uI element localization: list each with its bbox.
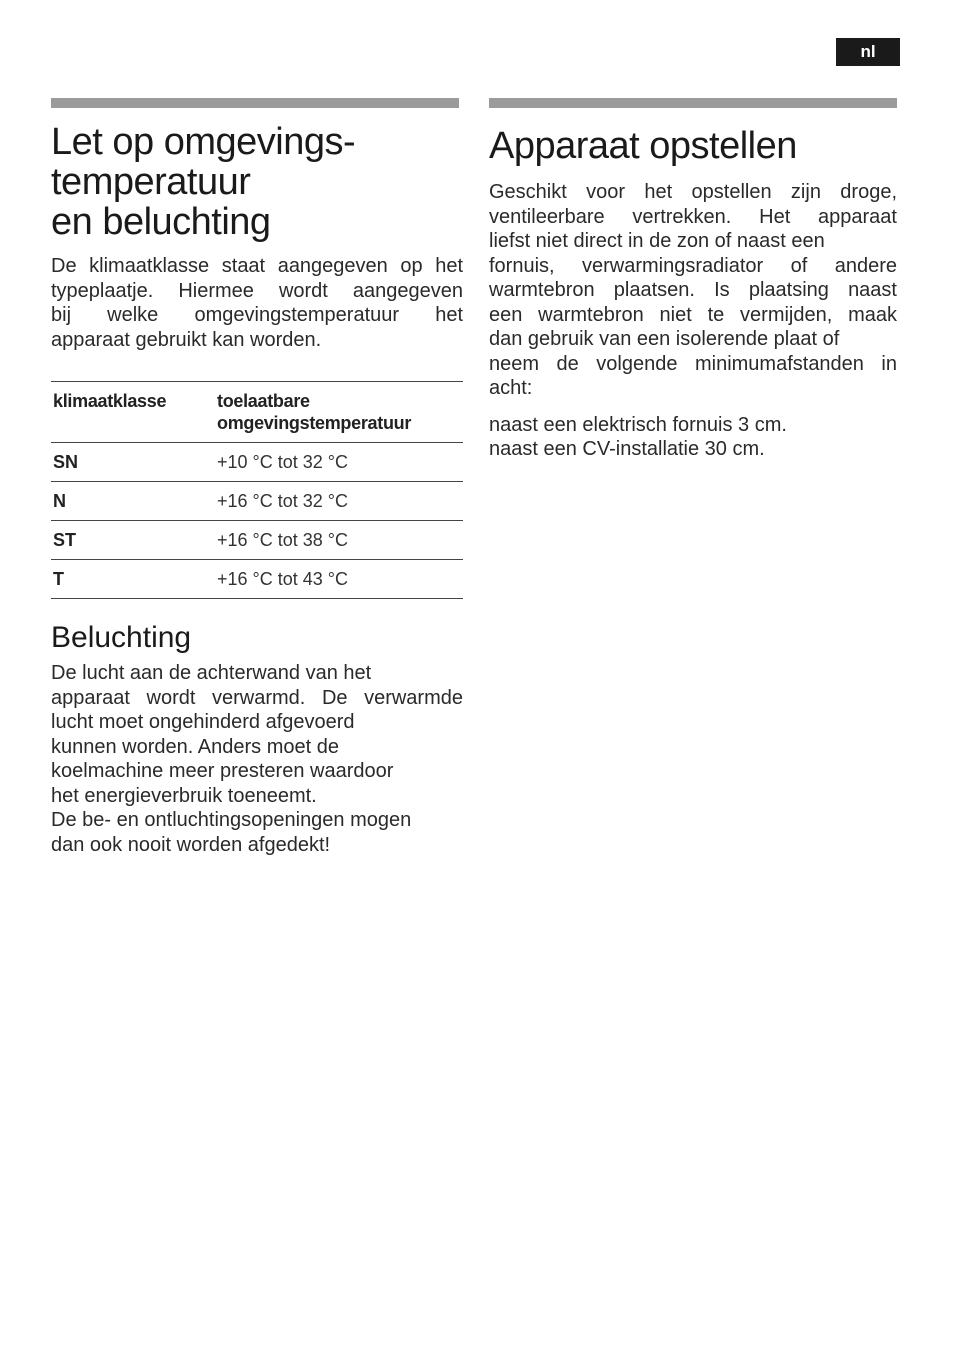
text-line: warmtebron plaatsen. Is plaatsing naast [489, 279, 897, 301]
climate-class-cell: SN [51, 443, 203, 482]
table-row [51, 482, 463, 521]
text-line: liefst niet direct in de zon of naast een [489, 230, 825, 252]
climate-class-table [51, 381, 463, 599]
temperature-range-cell: +16 °C tot 38 °C [203, 521, 463, 560]
text-line: een warmtebron niet te vermijden, maak [489, 303, 897, 326]
text-line: het energieverbruik toeneemt. [51, 784, 317, 807]
distance-list [489, 413, 897, 462]
column-header-ambient-temperature [203, 382, 463, 443]
text-line: bij welke omgevingstemperatuur het [51, 304, 463, 326]
climate-class-cell: N [51, 482, 203, 521]
subsection-title-ventilation: Beluchting [51, 621, 192, 654]
text-line: naast een elektrisch fornuis 3 cm. [489, 413, 787, 436]
right-column [489, 98, 897, 462]
installation-paragraph [489, 180, 897, 401]
text-line: acht: [489, 377, 533, 399]
text-line: typeplaatje. Hiermee wordt aangegeven [51, 279, 463, 302]
section-rule [51, 98, 459, 108]
text-line: naast een CV-installatie 30 cm. [489, 438, 765, 460]
text-line: apparaat gebruikt kan worden. [51, 328, 322, 351]
text-line: Geschikt voor het opstellen zijn droge, [489, 181, 897, 203]
text-line: neem de volgende minimumafstanden in [489, 352, 897, 375]
section-title-installation: Apparaat opstellen [489, 125, 797, 167]
temperature-range-cell: +16 °C tot 43 °C [203, 560, 463, 599]
left-column [51, 98, 463, 857]
table-row [51, 521, 463, 560]
table-row [51, 443, 463, 482]
title-line: temperatuur [51, 161, 251, 203]
title-line: Let op omgevings- [51, 121, 356, 163]
text-line: fornuis, verwarmingsradiator of andere [489, 254, 897, 277]
temperature-range-cell: +16 °C tot 32 °C [203, 482, 463, 521]
temperature-range-cell: +10 °C tot 32 °C [203, 443, 463, 482]
column-header-climate-class: klimaatklasse [53, 391, 167, 411]
text-line: De be- en ontluchtingsopeningen mogen [51, 809, 412, 831]
table-row [51, 560, 463, 599]
text-line: ventileerbare vertrekken. Het apparaat [489, 205, 897, 228]
text-line: koelmachine meer presteren waardoor [51, 760, 394, 782]
header-line: toelaatbare [217, 391, 310, 411]
text-line: dan gebruik van een isolerende plaat of [489, 328, 840, 350]
text-line: apparaat wordt verwarmd. De verwarmde [51, 686, 463, 709]
table-header-row [51, 382, 463, 443]
text-line: lucht moet ongehinderd afgevoerd [51, 711, 355, 733]
text-line: dan ook nooit worden afgedekt! [51, 833, 331, 856]
text-line: kunnen worden. Anders moet de [51, 735, 339, 758]
intro-paragraph [51, 254, 463, 352]
text-line: De klimaatklasse staat aangegeven op het [51, 255, 463, 277]
climate-class-cell: ST [51, 521, 203, 560]
header-line: omgevingstemperatuur [217, 413, 412, 433]
climate-class-cell: T [51, 560, 203, 599]
ventilation-paragraph [51, 661, 463, 857]
text-line: De lucht aan de achterwand van het [51, 662, 372, 684]
section-rule [489, 98, 897, 108]
section-title-ambient-temperature [51, 122, 463, 242]
language-tab: nl [836, 38, 900, 66]
title-line: en beluchting [51, 201, 271, 243]
